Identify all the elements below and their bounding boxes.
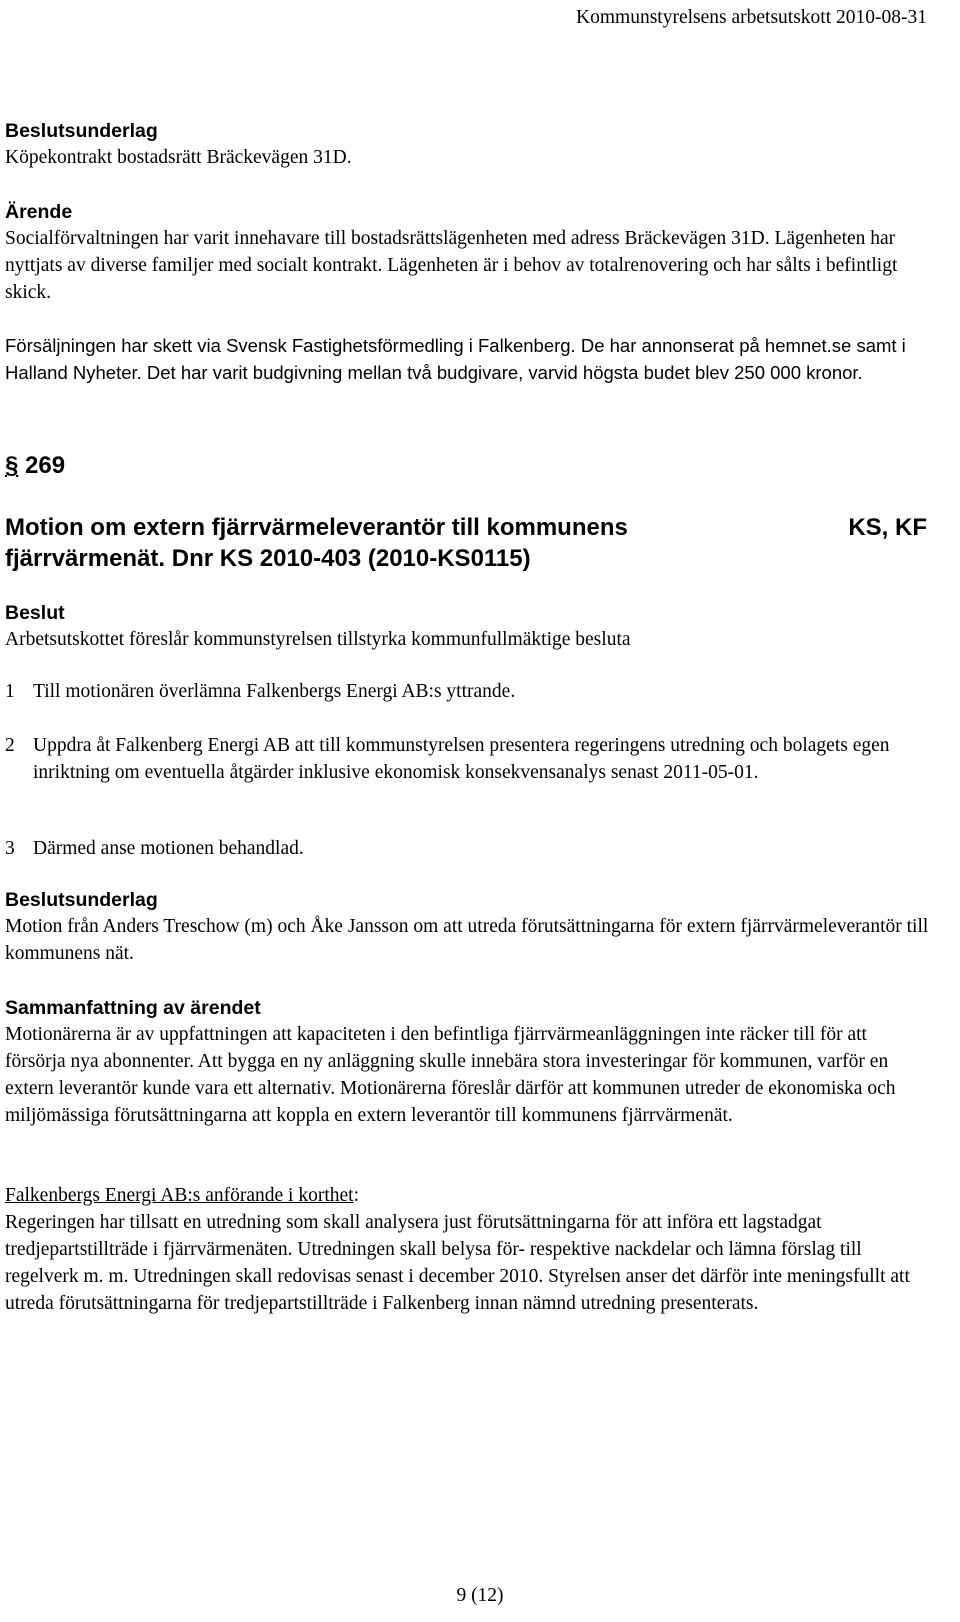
prev-sale-section	[5, 333, 930, 386]
prev-arende-heading: Ärende	[5, 201, 73, 223]
case-recipients: KS, KF	[848, 514, 927, 541]
energi-heading: Falkenbergs Energi AB:s anförande i korthet	[5, 1185, 354, 1206]
list-item-text: Därmed anse motionen behandlad.	[33, 838, 304, 859]
decision-item-1	[5, 678, 930, 705]
list-item-text: Till motionären överlämna Falkenbergs Energi AB:s yttrande.	[33, 681, 516, 702]
decision-item-3	[5, 835, 930, 862]
prev-arende-text: Socialförvaltningen har varit innehavare till bostadsrättslägenheten med adress Bräckevägen 31D. Lägenheten har nyttjats av diverse familjer med socialt kontrakt. Lägenheten är i behov av totalrenovering och har sålts i befintligt skick.	[5, 228, 898, 303]
sammanfattning-text: Motionärerna är av uppfattningen att kapaciteten i den befintliga fjärrvärmeanläggningen inte räcker till för att försörja nya abonnenter. Att bygga en ny anläggning skulle innebära stora investeringar för kommunen, varför en extern leverantör kunde vara ett alternativ. Motionärerna föreslår därför att kommunen utreder de ekonomiska och miljömässiga förutsättningarna att koppla en extern leverantör till kommunens fjärrvärmenät.	[5, 1024, 896, 1126]
list-item-number: 1	[5, 681, 15, 702]
list-item	[5, 678, 930, 705]
beslut-section	[5, 600, 930, 653]
energi-section	[5, 1182, 930, 1317]
sammanfattning-section	[5, 995, 930, 1129]
beslut-heading: Beslut	[5, 602, 65, 624]
prev-beslutsunderlag-text: Köpekontrakt bostadsrätt Bräckevägen 31D.	[5, 147, 352, 168]
list-item-number: 3	[5, 838, 15, 859]
case-title: Motion om extern fjärrvärmeleverantör till kommunens fjärrvärmenät. Dnr KS 2010-403 (2010-KS0115)	[5, 514, 628, 572]
energi-heading-colon: :	[353, 1185, 360, 1206]
energi-text: Regeringen har tillsatt en utredning som skall analysera just förutsättningarna för att införa ett lagstadgat tredjepartstillträde i fjärrvärmenäten. Utredningen skall belysa för- respektive nackdelar och lämna förslag till regelverk m. m. Utredningen skall redovisas senast i december 2010. Styrelsen anser det därför inte meningsfullt att utreda förutsättningarna för tredjepartstillträde i Falkenberg innan nämnd utredning presenterats.	[5, 1212, 910, 1314]
beslutsunderlag-section	[5, 887, 930, 967]
list-item	[5, 835, 930, 862]
prev-sale-text: Försäljningen har skett via Svensk Fastighetsförmedling i Falkenberg. De har annonserat på hemnet.se samt i Halland Nyheter. Det har varit budgivning mellan två budgivare, varvid högsta budet blev 250 000 kronor.	[5, 335, 906, 383]
list-item-text: Uppdra åt Falkenberg Energi AB att till kommunstyrelsen presentera regeringens utredning och bolagets egen inriktning om eventuella åtgärder inklusive ekonomisk konsekvensanalys senast 2011-05-01.	[33, 735, 890, 783]
list-item-number: 2	[5, 735, 15, 756]
prev-arende-section	[5, 199, 930, 306]
beslut-intro: Arbetsutskottet föreslår kommunstyrelsen tillstyrka kommunfullmäktige besluta	[5, 629, 631, 650]
sammanfattning-heading: Sammanfattning av ärendet	[5, 997, 261, 1019]
decision-item-2	[5, 732, 930, 786]
page-number: 9 (12)	[456, 1585, 504, 1606]
prev-beslutsunderlag-heading: Beslutsunderlag	[5, 120, 158, 142]
page-header-title: Kommunstyrelsens arbetsutskott 2010-08-31	[576, 7, 927, 28]
beslutsunderlag-heading: Beslutsunderlag	[5, 889, 158, 911]
prev-beslutsunderlag-section	[5, 118, 930, 171]
energi-heading-line	[5, 1182, 930, 1209]
beslutsunderlag-text: Motion från Anders Treschow (m) och Åke Jansson om att utreda förutsättningarna för extern fjärrvärmeleverantör till kommunens nät.	[5, 916, 929, 964]
paragraph-number	[5, 452, 65, 480]
list-item	[5, 732, 930, 786]
paragraph-number-value: 269	[25, 452, 66, 479]
paragraph-symbol: §	[5, 452, 19, 479]
